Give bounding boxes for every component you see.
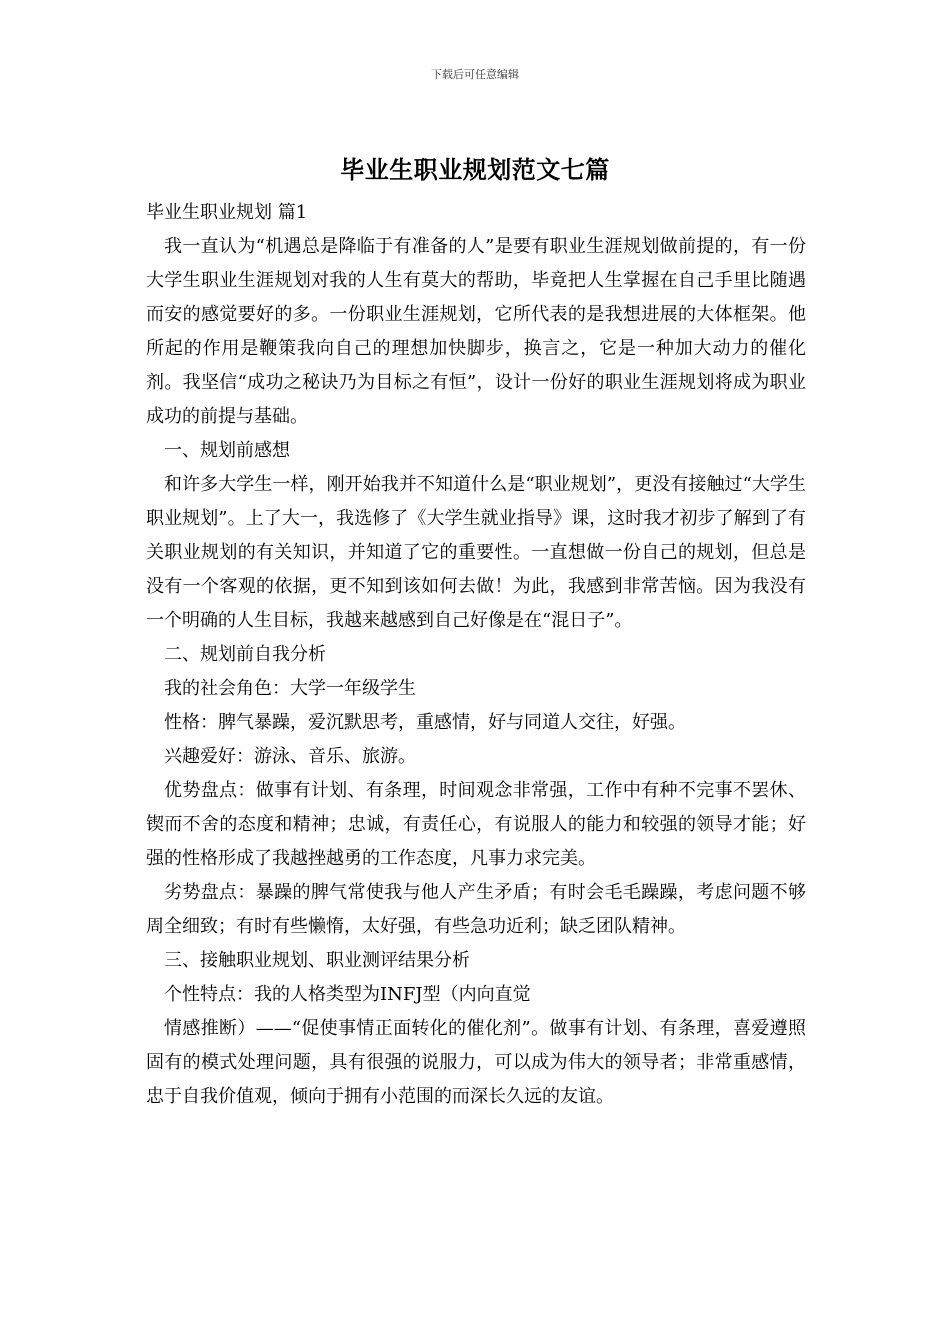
paragraph: 和许多大学生一样，刚开始我并不知道什么是“职业规划”，更没有接触过“大学生职业规划”。上了大一，我选修了《大学生就业指导》课，这时我才初步了解到了有关职业规划的有关知识，并知道了它的重要性。一直想做一份自己的规划，但总是没有一个客观的依据，更不知到该如何去做！为此，我感到非常苦恼。因为我没有一个明确的人生目标，我越来越感到自己好像是在“混日子”。 xyxy=(146,474,806,631)
document-title: 毕业生职业规划范文七篇 xyxy=(340,155,610,184)
section-heading: 毕业生职业规划 篇1 xyxy=(146,202,308,223)
paragraph: 我一直认为“机遇总是降临于有准备的人”是要有职业生涯规划做前提的，有一份大学生职业生涯规划对我的人生有莫大的帮助，毕竟把人生掌握在自己手里比随遇而安的感觉要好的多。一份职业生涯规划，它所代表的是我想进展的大体框架。他所起的作用是鞭策我向自己的理想加快脚步，换言之，它是一种加大动力的催化剂。我坚信“成功之秘诀乃为目标之有恒”，设计一份好的职业生涯规划将成为职业成功的前提与基础。 xyxy=(146,236,806,427)
section-heading: 二、规划前自我分析 xyxy=(164,644,326,665)
paragraph: 优势盘点：做事有计划、有条理，时间观念非常强，工作中有种不完事不罢休、锲而不舍的态度和精神；忠诚，有责任心，有说服人的能力和较强的领导才能；好强的性格形成了我越挫越勇的工作态度，凡事力求完美。 xyxy=(146,780,806,869)
paragraph: 劣势盘点：暴躁的脾气常使我与他人产生矛盾；有时会毛毛躁躁，考虑问题不够周全细致；有时有些懒惰，太好强，有些急功近利；缺乏团队精神。 xyxy=(146,882,806,937)
paragraph: 个性特点：我的人格类型为INFJ型（内向直觉 xyxy=(164,984,531,1005)
section-heading: 一、规划前感想 xyxy=(164,440,290,461)
paragraph: 我的社会角色：大学一年级学生 xyxy=(164,678,416,699)
document-body xyxy=(146,196,806,1114)
paragraph: 性格：脾气暴躁，爱沉默思考，重感情，好与同道人交往，好强。 xyxy=(164,712,686,733)
paragraph: 情感推断）——“促使事情正面转化的催化剂”。做事有计划、有条理，喜爱遵照固有的模式处理问题，具有很强的说服力，可以成为伟大的领导者；非常重感情，忠于自我价值观，倾向于拥有小范围的而深长久远的友谊。 xyxy=(146,1018,806,1107)
paragraph: 兴趣爱好：游泳、音乐、旅游。 xyxy=(164,746,416,767)
header-note: 下载后可任意编辑 xyxy=(431,68,519,81)
section-heading: 三、接触职业规划、职业测评结果分析 xyxy=(164,950,470,971)
